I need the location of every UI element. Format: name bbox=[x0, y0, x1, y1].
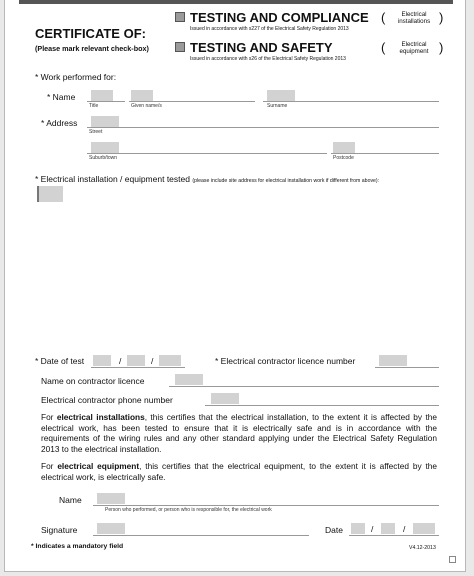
certificate-page bbox=[4, 0, 466, 572]
postcode-line bbox=[331, 153, 439, 154]
installations-declaration: For electrical installations, this certifies that the electrical installation, to the extent it is affected by the electrical work, has been tested to ensure that it is electrically safe and is in accordance with the requirements of the wiring rules and any other standard applying under the Electrical Safety Regulation 2013 to the electrical installation. bbox=[41, 412, 437, 454]
date-separator: / bbox=[371, 524, 374, 534]
contractor-phone-line bbox=[205, 405, 439, 406]
checkbox-hint: (Please mark relevant check-box) bbox=[35, 44, 149, 53]
signature-line bbox=[93, 535, 309, 536]
open-paren: ( bbox=[381, 10, 386, 25]
given-names-input[interactable] bbox=[131, 90, 153, 101]
installations-type: Electrical installations bbox=[397, 11, 431, 25]
surname-input[interactable] bbox=[267, 90, 295, 101]
test-day-input[interactable] bbox=[93, 355, 111, 366]
surname-line bbox=[263, 101, 439, 102]
work-performed-heading: * Work performed for: bbox=[35, 72, 117, 82]
signer-name-sub: Person who performed, or person who is responsible for, the electrical work bbox=[105, 507, 272, 513]
close-paren: ) bbox=[439, 10, 444, 25]
date-line bbox=[91, 367, 185, 368]
testing-safety-checkbox[interactable] bbox=[175, 42, 185, 52]
tested-note: (please include site address for electrical installation work if different from above): bbox=[192, 178, 380, 184]
street-line bbox=[87, 127, 439, 128]
date-separator: / bbox=[403, 524, 406, 534]
sign-month-input[interactable] bbox=[381, 523, 395, 534]
testing-compliance-checkbox[interactable] bbox=[175, 12, 185, 22]
certificate-title: CERTIFICATE OF: bbox=[35, 26, 146, 41]
sign-day-input[interactable] bbox=[351, 523, 365, 534]
testing-compliance-label: TESTING AND COMPLIANCE bbox=[190, 10, 369, 25]
title-sub: Title bbox=[89, 103, 99, 109]
street-input[interactable] bbox=[91, 116, 119, 127]
signature-label: Signature bbox=[41, 525, 78, 535]
contractor-phone-label: Electrical contractor phone number bbox=[41, 395, 173, 405]
given-names-sub: Given name/s bbox=[131, 103, 162, 109]
signer-name-label: Name bbox=[59, 495, 82, 505]
address-label: * Address bbox=[41, 118, 78, 128]
postcode-sub: Postcode bbox=[333, 155, 354, 161]
name-label: * Name bbox=[47, 92, 76, 102]
tested-description-input[interactable] bbox=[37, 186, 63, 202]
date-separator: / bbox=[119, 356, 122, 366]
equipment-type: Electrical equipment bbox=[399, 41, 429, 55]
surname-sub: Surname bbox=[267, 103, 288, 109]
suburb-sub: Suburb/town bbox=[89, 155, 118, 161]
test-year-input[interactable] bbox=[159, 355, 181, 366]
contractor-phone-input[interactable] bbox=[211, 393, 239, 404]
form-version: V4.12-2013 bbox=[409, 545, 436, 551]
sign-date-label: Date bbox=[325, 525, 343, 535]
top-rule bbox=[19, 0, 453, 4]
licence-number-input[interactable] bbox=[379, 355, 407, 366]
suburb-input[interactable] bbox=[91, 142, 119, 153]
page-corner-icon bbox=[449, 556, 456, 563]
signer-name-line bbox=[93, 505, 439, 506]
licence-number-label: * Electrical contractor licence number bbox=[215, 356, 356, 366]
title-line bbox=[87, 101, 125, 102]
equipment-declaration: For electrical equipment, this certifies that the electrical equipment, to the extent it is affected by the electrical work, is electrically safe. bbox=[41, 461, 437, 482]
contractor-name-line bbox=[169, 386, 439, 387]
sign-date-line bbox=[349, 535, 439, 536]
test-month-input[interactable] bbox=[127, 355, 145, 366]
signature-input[interactable] bbox=[97, 523, 125, 534]
testing-compliance-note: Issued in accordance with s227 of the Electrical Safety Regulation 2013 bbox=[190, 26, 349, 32]
testing-safety-label: TESTING AND SAFETY bbox=[190, 40, 333, 55]
sign-year-input[interactable] bbox=[413, 523, 435, 534]
mandatory-note: * Indicates a mandatory field bbox=[31, 543, 124, 550]
close-paren: ) bbox=[439, 40, 444, 55]
licence-line bbox=[375, 367, 439, 368]
title-input[interactable] bbox=[91, 90, 113, 101]
date-separator: / bbox=[151, 356, 154, 366]
contractor-name-label: Name on contractor licence bbox=[41, 376, 145, 386]
testing-safety-note: Issued in accordance with s26 of the Electrical Safety Regulation 2013 bbox=[190, 56, 346, 62]
suburb-line bbox=[87, 153, 327, 154]
postcode-input[interactable] bbox=[333, 142, 355, 153]
given-names-line bbox=[129, 101, 255, 102]
tested-label: * Electrical installation / equipment tested (please include site address for electrical installation work if different from above): bbox=[35, 174, 380, 184]
date-of-test-label: * Date of test bbox=[35, 356, 85, 366]
contractor-name-input[interactable] bbox=[175, 374, 203, 385]
signer-name-input[interactable] bbox=[97, 493, 125, 504]
open-paren: ( bbox=[381, 40, 386, 55]
street-sub: Street bbox=[89, 129, 103, 135]
